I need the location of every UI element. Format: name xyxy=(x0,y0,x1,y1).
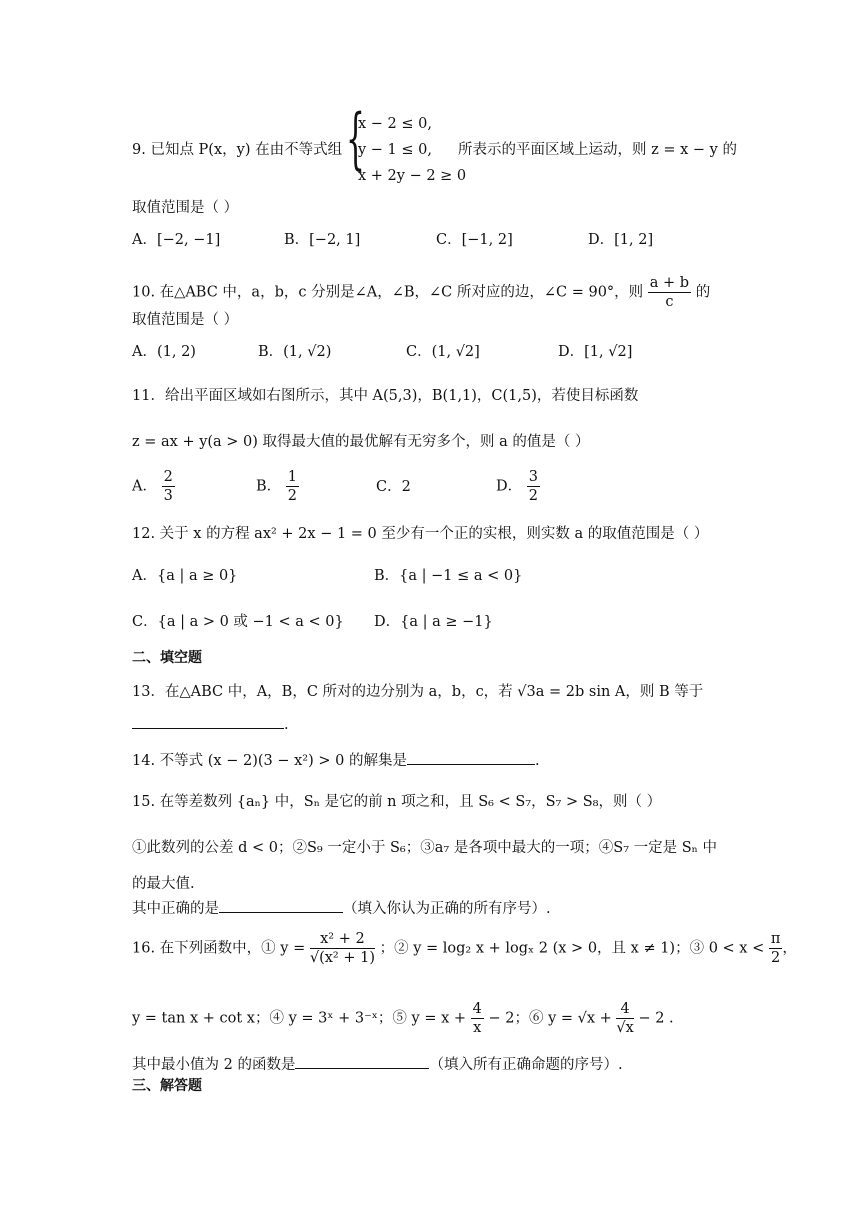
q16-line1 xyxy=(132,930,797,967)
q12-option-b: B．{a | −1 ≤ a < 0} xyxy=(374,568,523,584)
q16-f5-num: 4 xyxy=(472,1001,482,1017)
q14-period: . xyxy=(534,753,540,769)
q9-option-d: D．[1, 2] xyxy=(588,232,654,248)
q11-option-b-den: 2 xyxy=(287,488,297,504)
q10-fraction xyxy=(648,274,691,311)
q16-line3-stem: 其中最小值为 2 的函数是 xyxy=(132,1057,296,1073)
q11-line2: z = ax + y(a > 0) 取得最大值的最优解有无穷多个，则 a 的值是（ ） xyxy=(132,434,590,450)
section-2-heading: 二、填空题 xyxy=(132,650,202,666)
q10-option-a: A．(1, 2) xyxy=(132,344,196,360)
q12-option-d: D．{a | a ≥ −1} xyxy=(374,614,493,630)
q11-option-d-frac xyxy=(527,468,540,505)
q16-f1-num: x² + 2 xyxy=(310,930,375,949)
q11-option-a-label: A． xyxy=(132,478,157,495)
q10-stem: 10. 在△ABC 中，a，b，c 分别是∠A，∠B，∠C 所对应的边，∠C = 90°，则 xyxy=(132,284,644,301)
q10-frac-num: a + b xyxy=(649,275,690,291)
q15-line4-stem: 其中正确的是 xyxy=(132,901,219,917)
q13-period: . xyxy=(284,717,289,733)
q11-line1: 11．给出平面区域如右图所示，其中 A(5,3)，B(1,1)，C(1,5)，若使目标函数 xyxy=(132,388,639,404)
q12-option-a: A．{a | a ≥ 0} xyxy=(132,568,238,584)
q11-option-a xyxy=(132,468,175,505)
q16-stem: 16. 在下列函数中，① y = xyxy=(132,940,306,957)
q16-answer-blank[interactable] xyxy=(295,1054,429,1069)
q16-line3 xyxy=(132,1054,623,1075)
q13-answer-line xyxy=(132,714,289,735)
q12-option-c: C．{a | a > 0 或 −1 < a < 0} xyxy=(132,614,344,630)
q15-line2: ①此数列的公差 d < 0；②S₉ 一定小于 S₆；③a₇ 是各项中最大的一项；④S₇ 一定是 Sₙ 中 xyxy=(132,840,718,856)
q16-f6 xyxy=(616,1000,633,1037)
q16-f6-den: √x xyxy=(616,1020,634,1036)
q16-f1 xyxy=(310,930,375,967)
q15-answer-blank[interactable] xyxy=(219,898,343,913)
q10-option-d: D．[1, √2] xyxy=(558,344,633,360)
q9-system-line-2: y − 1 ≤ 0, xyxy=(358,142,432,158)
system-brace: { xyxy=(346,100,365,177)
q11-option-b xyxy=(256,468,299,505)
q9-option-a: A．[−2, −1] xyxy=(132,232,221,248)
q10-option-c: C．(1, √2] xyxy=(406,344,480,360)
q16-f3-den: 2 xyxy=(770,950,781,966)
q14-stem: 14. 不等式 (x − 2)(3 − x²) > 0 的解集是 xyxy=(132,753,407,769)
q16-line2-c: − 2 . xyxy=(638,1010,674,1027)
q13-line1: 13．在△ABC 中，A，B，C 所对的边分别为 a，b，c，若 √3a = 2b sin A，则 B 等于 xyxy=(132,684,704,700)
q16-f3 xyxy=(769,930,783,967)
q11-option-c: C．2 xyxy=(376,479,411,495)
q16-f3-num: π xyxy=(770,931,781,947)
q9-option-b: B．[−2, 1] xyxy=(284,232,361,248)
q10-text xyxy=(132,274,710,311)
q12-text: 12. 关于 x 的方程 ax² + 2x − 1 = 0 至少有一个正的实根，则实数 a 的取值范围是（ ） xyxy=(132,526,709,542)
q10-tail: 的 xyxy=(695,284,711,301)
q10-line2: 取值范围是（ ） xyxy=(132,312,239,328)
q16-f5 xyxy=(471,1000,484,1037)
q11-option-b-frac xyxy=(286,468,299,505)
q15-line4-hint: （填入你认为正确的所有序号）. xyxy=(343,901,551,917)
q11-option-d-den: 2 xyxy=(528,488,538,504)
q15-line3: 的最大值. xyxy=(132,876,195,892)
q14-answer-blank[interactable] xyxy=(407,750,535,765)
q16-f5-den: x xyxy=(473,1020,482,1036)
q16-line3-hint: （填入所有正确命题的序号）. xyxy=(429,1057,623,1073)
q9-intro: 9. 已知点 P(x，y) 在由不等式组 xyxy=(132,142,343,158)
q16-line2-a: y = tan x + cot x；④ y = 3ˣ + 3⁻ˣ；⑤ y = x + xyxy=(132,1010,467,1027)
q9-line2: 取值范围是（ ） xyxy=(132,200,239,216)
q16-end: ， xyxy=(782,940,797,957)
q11-option-a-frac xyxy=(162,468,175,505)
q16-mid: ；② y = log₂ x + logₓ 2 (x > 0，且 x ≠ 1)；③ 0 < x < xyxy=(379,940,765,957)
q10-frac-den: c xyxy=(665,294,674,310)
q9-system-line-1: x − 2 ≤ 0, xyxy=(358,116,432,132)
q9-option-c: C．[−1, 2] xyxy=(436,232,513,248)
q11-option-a-num: 2 xyxy=(163,469,173,485)
q15-line4 xyxy=(132,898,551,919)
q16-f1-den: √(x² + 1) xyxy=(309,950,375,966)
q11-option-b-label: B． xyxy=(256,478,282,495)
q13-answer-blank[interactable] xyxy=(132,714,284,729)
q11-option-a-den: 3 xyxy=(163,488,173,504)
q9-tail: 所表示的平面区域上运动，则 z = x − y 的 xyxy=(458,142,737,158)
section-3-heading: 三、解答题 xyxy=(132,1078,202,1094)
q11-option-d-num: 3 xyxy=(528,469,538,485)
q16-line2-b: − 2；⑥ y = √x + xyxy=(488,1010,612,1027)
q16-line2 xyxy=(132,1000,674,1037)
q14-line xyxy=(132,750,540,771)
q11-option-d xyxy=(496,468,540,505)
q10-option-b: B．(1, √2) xyxy=(258,344,332,360)
q11-option-b-num: 1 xyxy=(287,469,297,485)
q11-option-d-label: D． xyxy=(496,478,523,495)
q9-system-line-3: x + 2y − 2 ≥ 0 xyxy=(358,168,467,184)
q15-line1: 15. 在等差数列 {aₙ} 中，Sₙ 是它的前 n 项之和，且 S₆ < S₇，S₇ > S₈，则（ ） xyxy=(132,794,662,810)
q16-f6-num: 4 xyxy=(616,1000,633,1019)
